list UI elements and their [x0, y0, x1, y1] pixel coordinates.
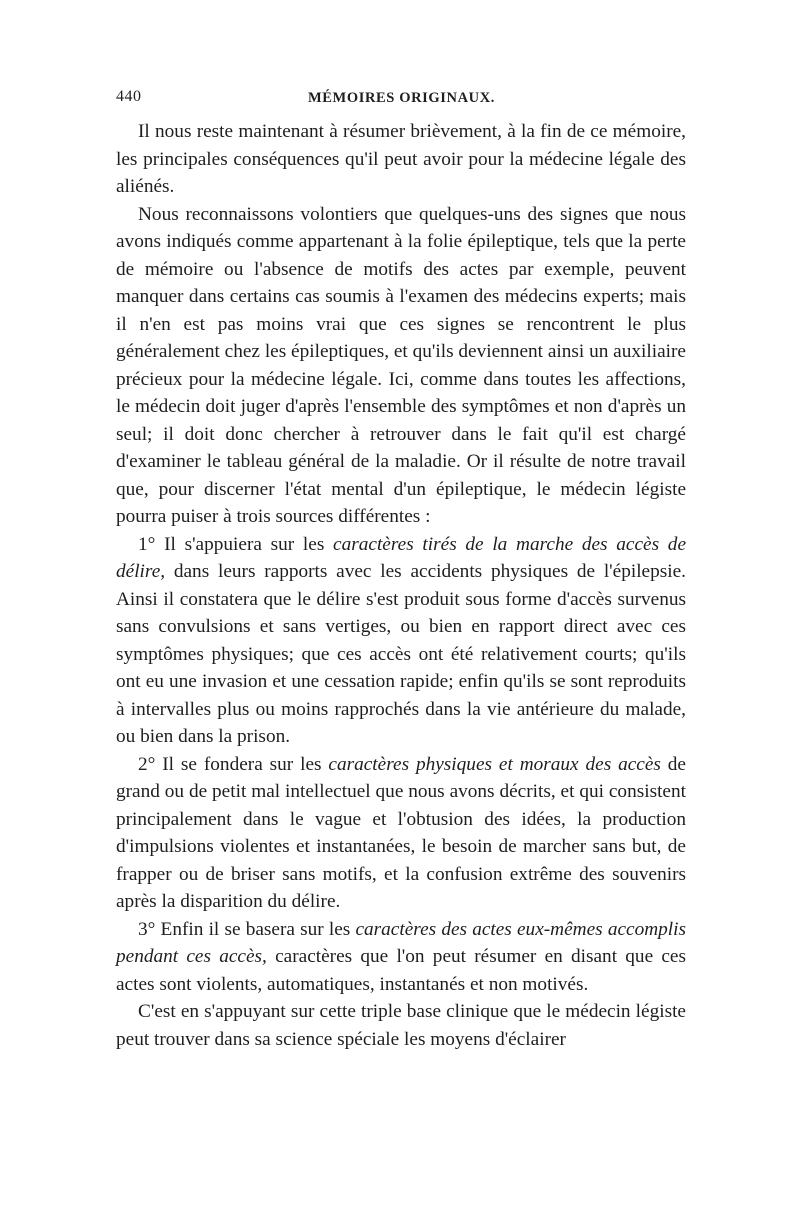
item-3-emphasis: caractères des actes eux-mêmes accomplis pendant ces accès, — [116, 918, 687, 967]
item-1-text-a: Il s'appuiera sur les — [164, 533, 334, 555]
item-3-text-a: Enfin il se basera sur les — [160, 918, 356, 940]
list-item-2 — [116, 751, 686, 916]
list-item-3 — [116, 916, 686, 999]
item-3-text-b: caractères que l'on peut résumer en disant que ces actes sont violents, automatiques, instantanés et non motivés. — [116, 946, 686, 995]
page-number: 440 — [116, 88, 142, 105]
body-text — [116, 118, 686, 1053]
paragraph-closing: C'est en s'appuyant sur cette triple base clinique que le médecin légiste peut trouver dans sa science spéciale les moyens d'éclairer — [116, 1001, 686, 1050]
item-2-emphasis: caractères physiques et moraux des accès — [328, 753, 661, 775]
item-1-number: 1° — [138, 533, 165, 555]
list-item-1 — [116, 531, 686, 751]
item-2-number: 2° — [138, 753, 163, 775]
page — [116, 88, 686, 1053]
item-2-text-b: de grand ou de petit mal intellectuel que nous avons décrits, et qui consistent principalement dans le vague et l'obtusion des idées, la production d'impulsions violentes et instantanées, le besoin de marcher sans but, de frapper ou de briser sans motifs, et la confusion extrême des souvenirs après la disparition du délire. — [116, 753, 686, 912]
item-3-number: 3° — [138, 918, 161, 940]
item-1-text-b: dans leurs rapports avec les accidents physiques de l'épilepsie. Ainsi il constatera que le délire s'est produit sous forme d'accès survenus sans convulsions et sans vertiges, ou bien en rapport direct avec ces symptômes physiques; que ces accès ont été relativement courts; qu'ils ont eu une invasion et une cessation rapide; enfin qu'ils se sont reproduits à intervalles plus ou moins rapprochés dans la vie antérieure du malade, ou bien dans la prison. — [116, 561, 686, 747]
paragraph-intro: Il nous reste maintenant à résumer brièvement, à la fin de ce mémoire, les principales conséquences qu'il peut avoir pour la médecine légale des aliénés. — [116, 121, 686, 197]
page-header — [116, 88, 686, 118]
item-2-text-a: Il se fondera sur les — [162, 753, 329, 775]
item-1-emphasis: caractères tirés de la marche des accès de délire, — [116, 533, 686, 582]
paragraph-signs: Nous reconnaissons volontiers que quelques-uns des signes que nous avons indiqués comme appartenant à la folie épileptique, tels que la perte de mémoire ou l'absence de motifs des actes par exemple, peuvent manquer dans certains cas soumis à l'examen des médecins experts; mais il n'en est pas moins vrai que ces signes se rencontrent le plus généralement chez les épileptiques, et qu'ils deviennent ainsi un auxiliaire précieux pour la médecine légale. Ici, comme dans toutes les affections, le médecin doit juger d'après l'ensemble des symptômes et non d'après un seul; il doit donc chercher à retrouver dans le fait qu'il est chargé d'examiner le tableau général de la maladie. Or il résulte de notre travail que, pour discerner l'état mental d'un épileptique, le médecin légiste pourra puiser à trois sources différentes : — [116, 203, 686, 527]
running-title: MÉMOIRES ORIGINAUX. — [308, 90, 496, 106]
